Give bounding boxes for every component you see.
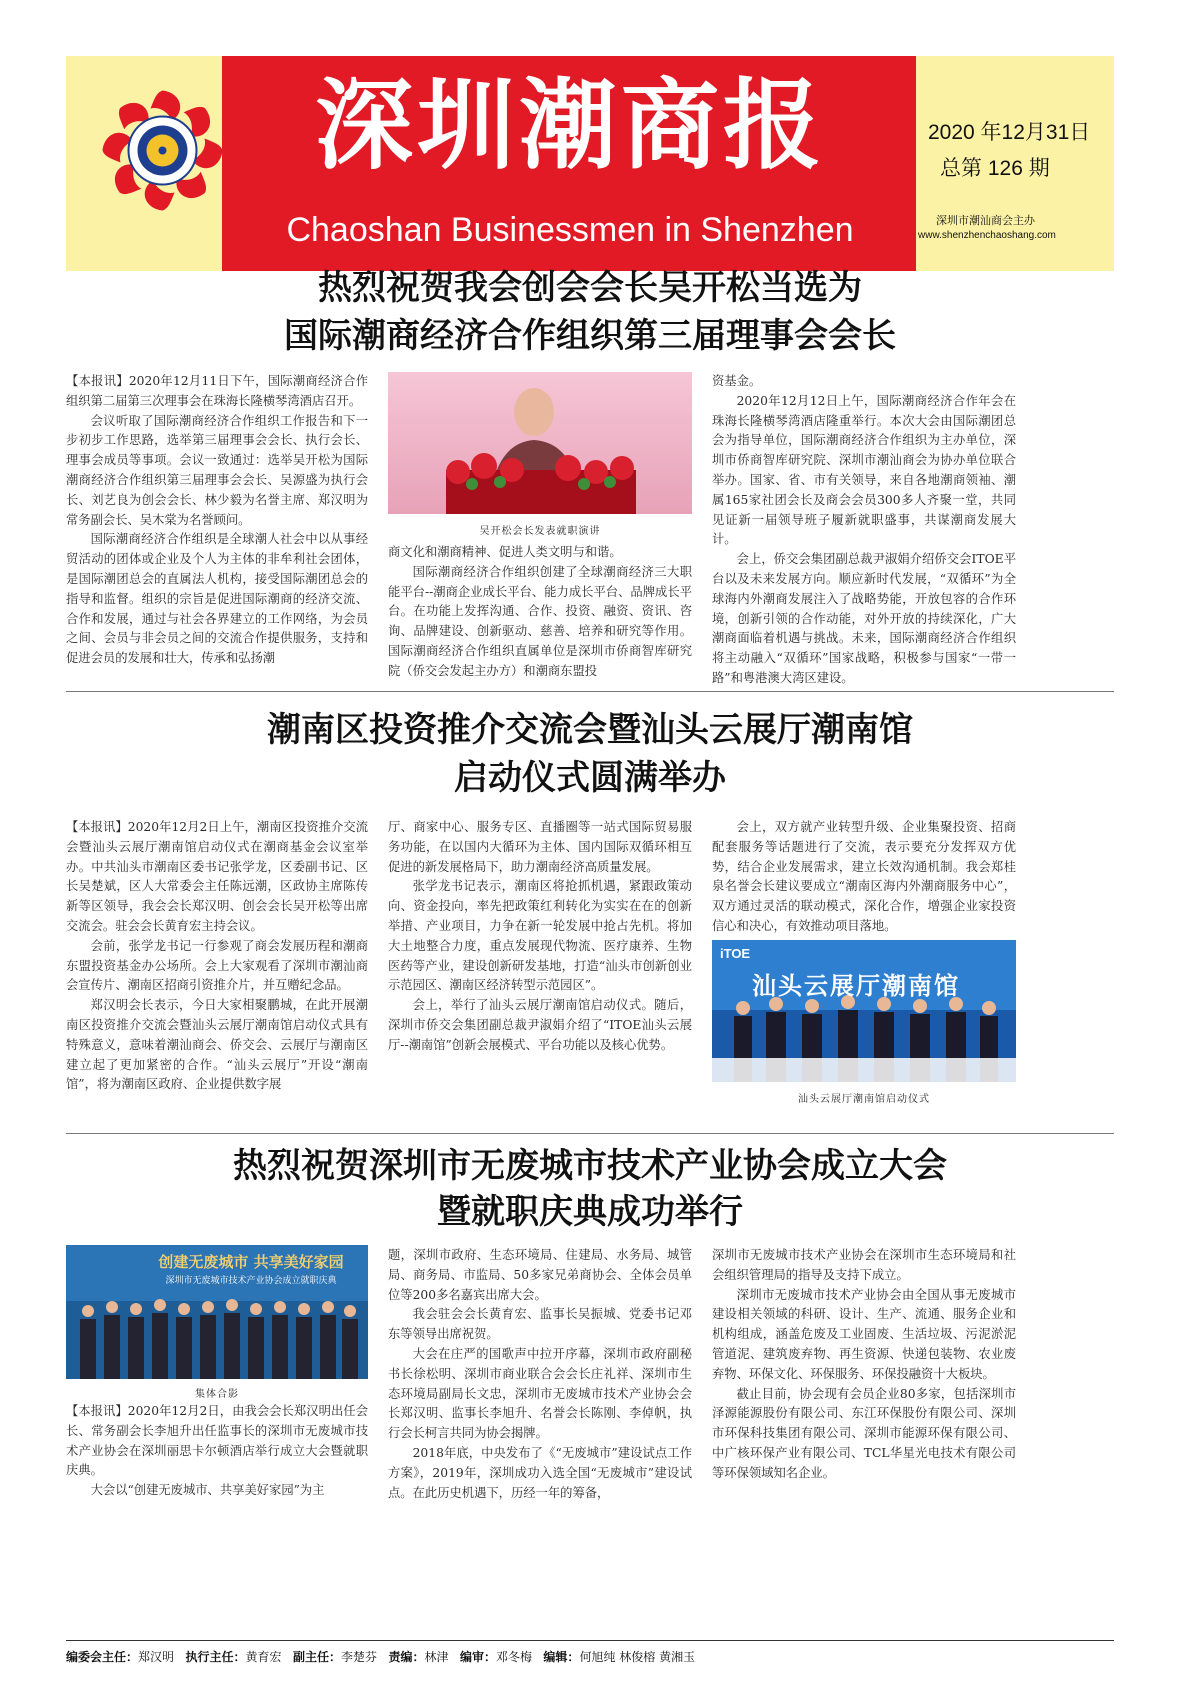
article1-column1 bbox=[66, 372, 368, 669]
article2-paragraph: 会上，双方就产业转型升级、企业集聚投资、招商配套服务等话题进行了交流，表示要充分发挥双方优势，结合企业发展需求，建立长效沟通机制。我会郑桂泉名誉会长建议要成立“潮南区海内外潮商服务中心”，双方通过灵活的联动模式，深化合作，增强企业家投资信心和决心，有效推动项目落地。 bbox=[712, 820, 1016, 933]
article2-column3 bbox=[712, 818, 1016, 937]
credit-value: 郑汉明 bbox=[138, 1650, 175, 1664]
article1-column3 bbox=[712, 372, 1016, 689]
article1-paragraph: 会上，侨交会集团副总裁尹淑娟介绍侨交会ITOE平台以及未来发展方向。顺应新时代发展，“双循环”为全球海内外潮商发展注入了战略势能，开放包容的合作环境，创新引领的合作动能，对外开放的持续深化，广大潮商面临着机遇与挑战。未来，国际潮商经济合作组织将主动融入“双循环”国家战略，积极参与国家“一带一路”和粤港澳大湾区建设。 bbox=[712, 552, 1016, 685]
article3-paragraph: 深圳市无废城市技术产业协会在深圳市生态环境局和社会组织管理局的指导及支持下成立。 bbox=[712, 1248, 1016, 1282]
article3-column1 bbox=[66, 1402, 368, 1501]
credit-value: 林津 bbox=[424, 1650, 449, 1664]
credit-value: 何旭纯 林俊榕 黄湘玉 bbox=[579, 1650, 696, 1664]
article2-paragraph: 会上，举行了汕头云展厅潮南馆启动仪式。随后，深圳市侨交会集团副总裁尹淑娟介绍了“ITOE汕头云展厅--潮南馆”创新会展模式、平台功能以及核心优势。 bbox=[388, 998, 692, 1052]
credit-value: 邓冬梅 bbox=[495, 1650, 532, 1664]
issue-date: 2020 年12月31日 bbox=[928, 121, 1091, 144]
article3-paragraph: 大会以“创建无废城市、共享美好家园”为主 bbox=[90, 1483, 325, 1498]
article1-photo bbox=[388, 372, 692, 514]
article3-photo-banner: 深圳市无废城市技术产业协会成立就职庆典 bbox=[165, 1276, 337, 1286]
article3-column3 bbox=[712, 1246, 1016, 1484]
article3-paragraph: 题，深圳市政府、生态环境局、住建局、水务局、城管局、商务局、市监局、50多家兄弟商协会、全体会员单位等200多名嘉宾出席大会。 bbox=[388, 1248, 692, 1302]
newspaper-title-english: Chaoshan Businessmen in Shenzhen bbox=[286, 211, 854, 249]
article2-paragraph: 会前，张学龙书记一行参观了商会发展历程和潮商东盟投资基金办公场所。会上大家观看了深圳市潮汕商会宣传片、潮南区招商引资推介片，并互赠纪念品。 bbox=[66, 938, 368, 993]
article2-photo-logo: iTOE bbox=[720, 946, 751, 961]
article3-paragraph: 【本报讯】2020年12月2日，由我会会长郑汉明出任会长、常务副会长李旭升出任监事长的深圳市无废城市技术产业协会在深圳丽思卡尔顿酒店举行成立大会暨就职庆典。 bbox=[66, 1404, 368, 1478]
article3-paragraph: 我会驻会会长黄育宏、监事长吴振城、党委书记邓东等领导出席祝贺。 bbox=[388, 1307, 692, 1342]
article2-column1 bbox=[66, 818, 368, 1095]
credit-label: 编委会主任： bbox=[66, 1650, 139, 1664]
article1-paragraph: 会议听取了国际潮商经济合作组织工作报告和下一步初步工作思路，选举第三届理事会会长、执行会长、理事会成员等事项。会议一致通过：选举吴开松为国际潮商经济合作组织第三届理事会会长、吴源盛为执行会长、刘艺良为创会会长、林少毅为名誉主席、郑汉明为常务副会长、吴木棠为名誉顾问。 bbox=[66, 413, 368, 527]
article1-paragraph: 国际潮商经济合作组织创建了全球潮商经济三大职能平台--潮商企业成长平台、能力成长平台、品牌成长平台。在功能上发挥沟通、合作、投资、融资、资讯、咨询、品牌建设、创新驱动、慈善、培养和研究等作用。国际潮商经济合作组织直属单位是深圳市侨商智库研究院（侨交会发起主办方）和潮商东盟投 bbox=[388, 564, 692, 678]
article2-paragraph: 张学龙书记表示，潮南区将抢抓机遇，紧跟政策动向、资金投向，率先把政策红利转化为实实在在的创新举措、产业项目，力争在新一轮发展中抢占先机。将加大土地整合力度，重点发展现代物流、医疗康养、生物医药等产业，建设创新研发基地，打造“汕头市创新创业示范园区、潮南区经济转型示范园区”。 bbox=[388, 879, 692, 993]
article2-photo bbox=[712, 940, 1016, 1082]
section-divider bbox=[66, 691, 1114, 692]
article1-headline-line1: 热烈祝贺我会创会会长吴开松当选为 bbox=[318, 268, 862, 308]
article3-paragraph: 截止目前，协会现有会员企业80多家，包括深圳市泽源能源股份有限公司、东江环保股份有限公司、深圳市环保科技集团有限公司、深圳市能源环保有限公司、中广核环保产业有限公司、TCL华星光电技术有限公司等环保领域知名企业。 bbox=[712, 1386, 1016, 1480]
article1-paragraph: 商文化和潮商精神、促进人类文明与和谐。 bbox=[388, 545, 622, 559]
article1-column2 bbox=[388, 543, 692, 682]
issue-number: 总第 126 期 bbox=[940, 157, 1050, 180]
credit-label: 执行主任： bbox=[185, 1650, 246, 1664]
article1-paragraph: 国际潮商经济合作组织是全球潮人社会中以从事经贸活动的团体或企业及个人为主体的非牟利社会团体，是国际潮团总会的直属法人机构，接受国际潮团总会的指导和监督。组织的宗旨是促进国际潮商的经济交流、合作和发展，通过与社会各界建立的工作网络，为会员之间、会员与非会员之间的交流合作提供服务，支持和促进会员的发展和壮大，传承和弘扬潮 bbox=[66, 532, 368, 666]
article3-headline-line2: 暨就职庆典成功举行 bbox=[437, 1192, 743, 1232]
article1-headline-line2: 国际潮商经济合作组织第三届理事会会长 bbox=[284, 316, 896, 356]
article3-headline-line1: 热烈祝贺深圳市无废城市技术产业协会成立大会 bbox=[233, 1146, 947, 1186]
article3-photo-caption: 集体合影 bbox=[195, 1389, 239, 1400]
article2-paragraph: 厅、商家中心、服务专区、直播圈等一站式国际贸易服务功能，在以国内大循环为主体、国内国际双循环相互促进的新发展格局下，助力潮南经济高质量发展。 bbox=[388, 820, 692, 874]
footer-divider bbox=[66, 1640, 1114, 1641]
article3-photo-slogan: 创建无废城市 共享美好家园 bbox=[158, 1253, 344, 1271]
article3-paragraph: 大会在庄严的国歌声中拉开序幕，深圳市政府副秘书长徐松明、深圳市商业联合会会长庄礼祥、深圳市生态环境局副局长文忠，深圳市无废城市技术产业协会会长郑汉明、监事长李旭升、名誉会长陈刚、李倬帆，执行会长柯言共同为协会揭牌。 bbox=[388, 1346, 692, 1441]
article2-headline-line2: 启动仪式圆满举办 bbox=[454, 758, 726, 798]
article1-paragraph: 2020年12月12日上午，国际潮商经济合作年会在珠海长隆横琴湾酒店隆重举行。本次大会由国际潮团总会为指导单位，国际潮商经济合作组织为主办单位，深圳市侨商智库研究院、深圳市潮汕商会为协办单位联合举办。国家、省、市有关领导，来自各地潮商领袖、潮属165家社团会长及商会会员300多人齐聚一堂，共同见证新一届领导班子履新就职盛事，共谋潮商发展大计。 bbox=[712, 393, 1016, 547]
chamber-logo-icon bbox=[100, 88, 225, 213]
article2-column2 bbox=[388, 818, 692, 1056]
credit-label: 编审： bbox=[459, 1650, 496, 1664]
article2-headline-line1: 潮南区投资推介交流会暨汕头云展厅潮南馆 bbox=[267, 710, 913, 750]
section-divider bbox=[66, 1133, 1114, 1134]
newspaper-title: 深圳潮商报 bbox=[314, 69, 825, 183]
article3-column2 bbox=[388, 1246, 692, 1503]
article1-photo-caption: 吴开松会长发表就职演讲 bbox=[479, 526, 601, 537]
credit-value: 黄育宏 bbox=[245, 1650, 282, 1664]
article2-photo-banner: 汕头云展厅潮南馆 bbox=[752, 972, 960, 1000]
publisher: 深圳市潮汕商会主办 bbox=[936, 215, 1035, 227]
credit-label: 副主任： bbox=[292, 1650, 341, 1664]
article1-paragraph: 资基金。 bbox=[712, 374, 762, 388]
website-link[interactable]: www.shenzhenchaoshang.com bbox=[918, 230, 1056, 241]
article3-photo bbox=[66, 1245, 368, 1379]
article2-paragraph: 郑汉明会长表示，今日大家相聚鹏城，在此开展潮南区投资推介交流会暨汕头云展厅潮南馆启动仪式具有特殊意义，意味着潮汕商会、侨交会、云展厅与潮南区建立起了更加紧密的合作。“汕头云展厅”开设“潮南馆”，将为潮南区政府、企业提供数字展 bbox=[66, 998, 368, 1092]
article2-photo-caption: 汕头云展厅潮南馆启动仪式 bbox=[798, 1094, 930, 1105]
article1-paragraph: 【本报讯】2020年12月11日下午，国际潮商经济合作组织第二届第三次理事会在珠海长隆横琴湾酒店召开。 bbox=[66, 374, 368, 408]
article3-paragraph: 深圳市无废城市技术产业协会由全国从事无废城市建设相关领域的科研、设计、生产、流通、服务企业和机构组成，涵盖危废及工业固废、生活垃圾、污泥淤泥管道泥、建筑废弃物、再生资源、快递包装物、农业废弃物、环保文化、环保服务、环保投融资十大板块。 bbox=[712, 1287, 1016, 1381]
editorial-credits bbox=[66, 1648, 1114, 1665]
credit-label: 责编： bbox=[388, 1650, 425, 1664]
article3-paragraph: 2018年底，中央发布了《“无废城市”建设试点工作方案》，2019年，深圳成功入选全国“无废城市”建设试点。在此历史机遇下，历经一年的筹备， bbox=[388, 1445, 692, 1500]
credit-value: 李楚芬 bbox=[340, 1650, 377, 1664]
article2-paragraph: 【本报讯】2020年12月2日上午，潮南区投资推介交流会暨汕头云展厅潮南馆启动仪式在潮商基金会议室举办。中共汕头市潮南区委书记张学龙，区委副书记、区长吴楚斌，区人大常委会主任陈远潮，区政协主席陈传新等区领导，我会会长郑汉明、创会会长吴开松等出席交流会。驻会会长黄育宏主持会议。 bbox=[66, 820, 368, 933]
credit-label: 编辑： bbox=[543, 1650, 580, 1664]
